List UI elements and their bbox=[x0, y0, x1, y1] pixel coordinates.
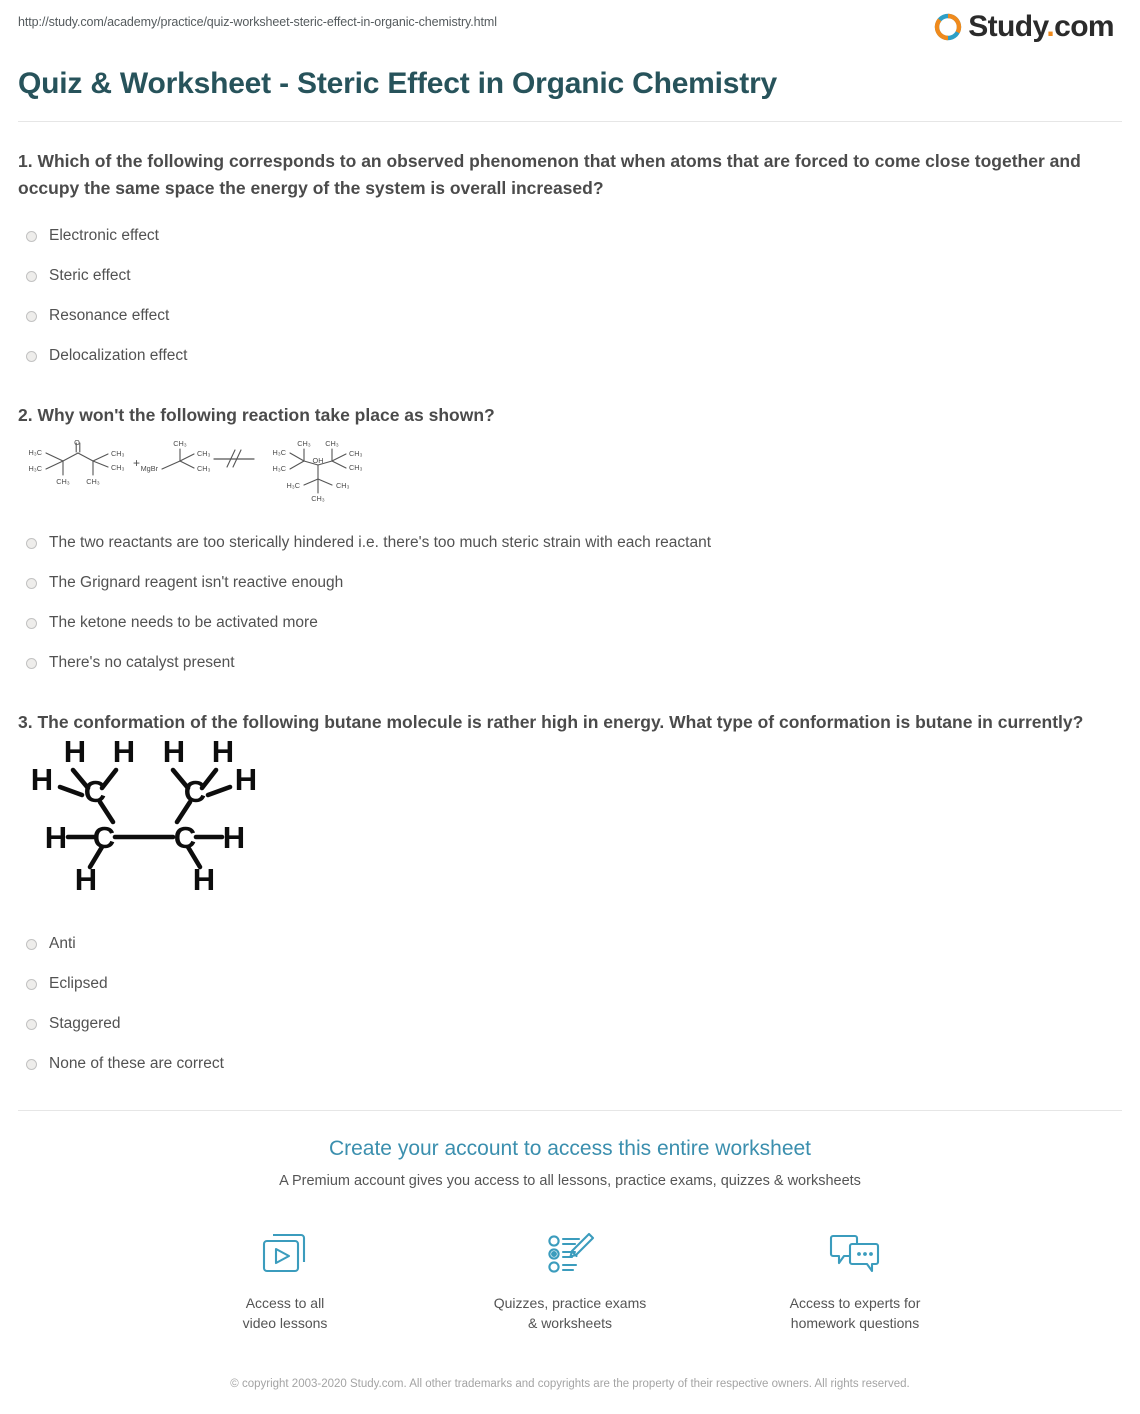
feature-label-line1: Access to all bbox=[245, 1295, 325, 1311]
radio-button-icon[interactable] bbox=[26, 939, 37, 950]
atom-label: CH₃ bbox=[56, 477, 70, 486]
feature-label bbox=[198, 1293, 373, 1333]
feature-label-line1: Access to experts for bbox=[789, 1295, 921, 1311]
option-label: Eclipsed bbox=[49, 975, 108, 992]
atom-label: H₃C bbox=[272, 464, 286, 473]
atom-label: CH₃ bbox=[325, 439, 339, 448]
atom-label: CH₃ bbox=[86, 477, 100, 486]
option-row[interactable] bbox=[18, 924, 1122, 964]
option-row[interactable] bbox=[18, 336, 1122, 376]
atom-label-H: H bbox=[63, 740, 87, 769]
butane-molecule-diagram bbox=[18, 740, 1122, 910]
question-3-text: 3. The conformation of the following butane molecule is rather high in energy. What type of conformation is butane in currently? bbox=[18, 712, 1084, 732]
radio-button-icon[interactable] bbox=[26, 351, 37, 362]
option-label: Electronic effect bbox=[49, 227, 159, 244]
radio-button-icon[interactable] bbox=[26, 618, 37, 629]
option-row[interactable] bbox=[18, 603, 1122, 643]
option-label: Staggered bbox=[49, 1015, 121, 1032]
quiz-pencil-icon bbox=[483, 1225, 658, 1283]
play-circle-icon bbox=[933, 12, 963, 42]
radio-button-icon[interactable] bbox=[26, 979, 37, 990]
option-label: The ketone needs to be activated more bbox=[49, 614, 318, 631]
radio-button-icon[interactable] bbox=[26, 311, 37, 322]
plus-sign: + bbox=[133, 456, 141, 470]
option-label: There's no catalyst present bbox=[49, 654, 235, 671]
copyright-notice: © copyright 2003-2020 Study.com. All other trademarks and copyrights are the property of their respective owners. All rights reserved. bbox=[230, 1378, 910, 1390]
feature-label-line1: Quizzes, practice exams bbox=[493, 1295, 647, 1311]
radio-button-icon[interactable] bbox=[26, 658, 37, 669]
atom-label: OH bbox=[312, 456, 324, 465]
atom-label: CH₃ bbox=[336, 481, 350, 490]
feature-expert-help bbox=[768, 1225, 943, 1333]
question-3-options bbox=[18, 924, 1122, 1084]
source-url: http://study.com/academy/practice/quiz-worksheet-steric-effect-in-organic-chemistry.html bbox=[18, 15, 497, 29]
atom-label: H₃C bbox=[28, 464, 42, 473]
option-row[interactable] bbox=[18, 563, 1122, 603]
option-label: Anti bbox=[49, 935, 76, 952]
logo-text-study: Study bbox=[968, 10, 1047, 43]
question-2 bbox=[18, 402, 1122, 683]
atom-label-H: H bbox=[192, 862, 216, 897]
option-row[interactable] bbox=[18, 964, 1122, 1004]
atom-label-C: C bbox=[183, 774, 207, 809]
atom-label: O bbox=[74, 438, 80, 447]
atom-label: CH₃ bbox=[311, 494, 325, 503]
question-3 bbox=[18, 709, 1122, 1084]
logo-wordmark bbox=[968, 12, 1114, 42]
atom-label: CH₃ bbox=[111, 463, 125, 472]
option-row[interactable] bbox=[18, 216, 1122, 256]
atom-label: MgBr bbox=[140, 464, 158, 473]
option-label: The two reactants are too sterically hindered i.e. there's too much steric strain with each reactant bbox=[49, 534, 712, 551]
question-1-text: 1. Which of the following corresponds to an observed phenomenon that when atoms that are forced to come close together and occupy the same space the energy of the system is overall increased? bbox=[18, 151, 1081, 198]
reaction-scheme-svg bbox=[18, 437, 378, 507]
atom-label: H₃C bbox=[272, 448, 286, 457]
premium-cta bbox=[18, 1111, 1122, 1393]
atom-label-H: H bbox=[162, 740, 186, 769]
header-divider bbox=[18, 121, 1122, 122]
atom-label-H: H bbox=[222, 820, 246, 855]
butane-structure-svg bbox=[18, 740, 268, 910]
atom-label-C: C bbox=[92, 820, 116, 855]
logo-text-dot: . bbox=[1046, 10, 1055, 43]
feature-quizzes-worksheets bbox=[483, 1225, 658, 1333]
atom-label-H: H bbox=[112, 740, 136, 769]
atom-label-C: C bbox=[83, 774, 107, 809]
question-2-options bbox=[18, 523, 1122, 683]
radio-button-icon[interactable] bbox=[26, 271, 37, 282]
feature-video-lessons bbox=[198, 1225, 373, 1333]
feature-list bbox=[18, 1225, 1122, 1333]
option-row[interactable] bbox=[18, 1044, 1122, 1084]
chat-bubbles-icon bbox=[768, 1225, 943, 1283]
option-row[interactable] bbox=[18, 296, 1122, 336]
question-1 bbox=[18, 148, 1122, 376]
study-com-logo[interactable] bbox=[933, 12, 1122, 42]
page-header bbox=[18, 0, 1122, 48]
option-label: Delocalization effect bbox=[49, 347, 188, 364]
atom-label: CH₃ bbox=[111, 449, 125, 458]
option-row[interactable] bbox=[18, 643, 1122, 683]
option-label: Steric effect bbox=[49, 267, 131, 284]
radio-button-icon[interactable] bbox=[26, 1019, 37, 1030]
question-1-options bbox=[18, 216, 1122, 376]
page-title: Quiz & Worksheet - Steric Effect in Organic Chemistry bbox=[18, 67, 778, 100]
option-label: None of these are correct bbox=[49, 1055, 224, 1072]
feature-label-line2: & worksheets bbox=[527, 1315, 613, 1331]
atom-label-H: H bbox=[30, 762, 54, 797]
atom-label: CH₃ bbox=[349, 463, 363, 472]
cta-subtitle: A Premium account gives you access to all lessons, practice exams, quizzes & worksheets bbox=[279, 1173, 861, 1189]
cta-title[interactable]: Create your account to access this entire worksheet bbox=[328, 1137, 812, 1160]
atom-label-C: C bbox=[173, 820, 197, 855]
option-label: The Grignard reagent isn't reactive enough bbox=[49, 574, 344, 591]
feature-label bbox=[483, 1293, 658, 1333]
option-label: Resonance effect bbox=[49, 307, 170, 324]
atom-label-H: H bbox=[211, 740, 235, 769]
feature-label-line2: video lessons bbox=[242, 1315, 328, 1331]
logo-text-com: com bbox=[1054, 10, 1114, 43]
radio-button-icon[interactable] bbox=[26, 538, 37, 549]
atom-label-H: H bbox=[74, 862, 98, 897]
option-row[interactable] bbox=[18, 523, 1122, 563]
radio-button-icon[interactable] bbox=[26, 231, 37, 242]
atom-label: H₃C bbox=[286, 481, 300, 490]
radio-button-icon[interactable] bbox=[26, 1059, 37, 1070]
feature-label bbox=[768, 1293, 943, 1333]
video-play-stack-icon bbox=[198, 1225, 373, 1283]
atom-label: H₃C bbox=[28, 448, 42, 457]
question-2-text: 2. Why won't the following reaction take place as shown? bbox=[18, 405, 495, 425]
option-row[interactable] bbox=[18, 256, 1122, 296]
feature-label-line2: homework questions bbox=[790, 1315, 920, 1331]
atom-label: CH₃ bbox=[197, 449, 211, 458]
atom-label: CH₃ bbox=[297, 439, 311, 448]
radio-button-icon[interactable] bbox=[26, 578, 37, 589]
atom-label: CH₃ bbox=[349, 449, 363, 458]
atom-label: CH₃ bbox=[197, 464, 211, 473]
atom-label: CH₃ bbox=[173, 439, 187, 448]
atom-label-H: H bbox=[234, 762, 258, 797]
grignard-reaction-diagram bbox=[18, 437, 1122, 509]
atom-label-H: H bbox=[44, 820, 68, 855]
option-row[interactable] bbox=[18, 1004, 1122, 1044]
